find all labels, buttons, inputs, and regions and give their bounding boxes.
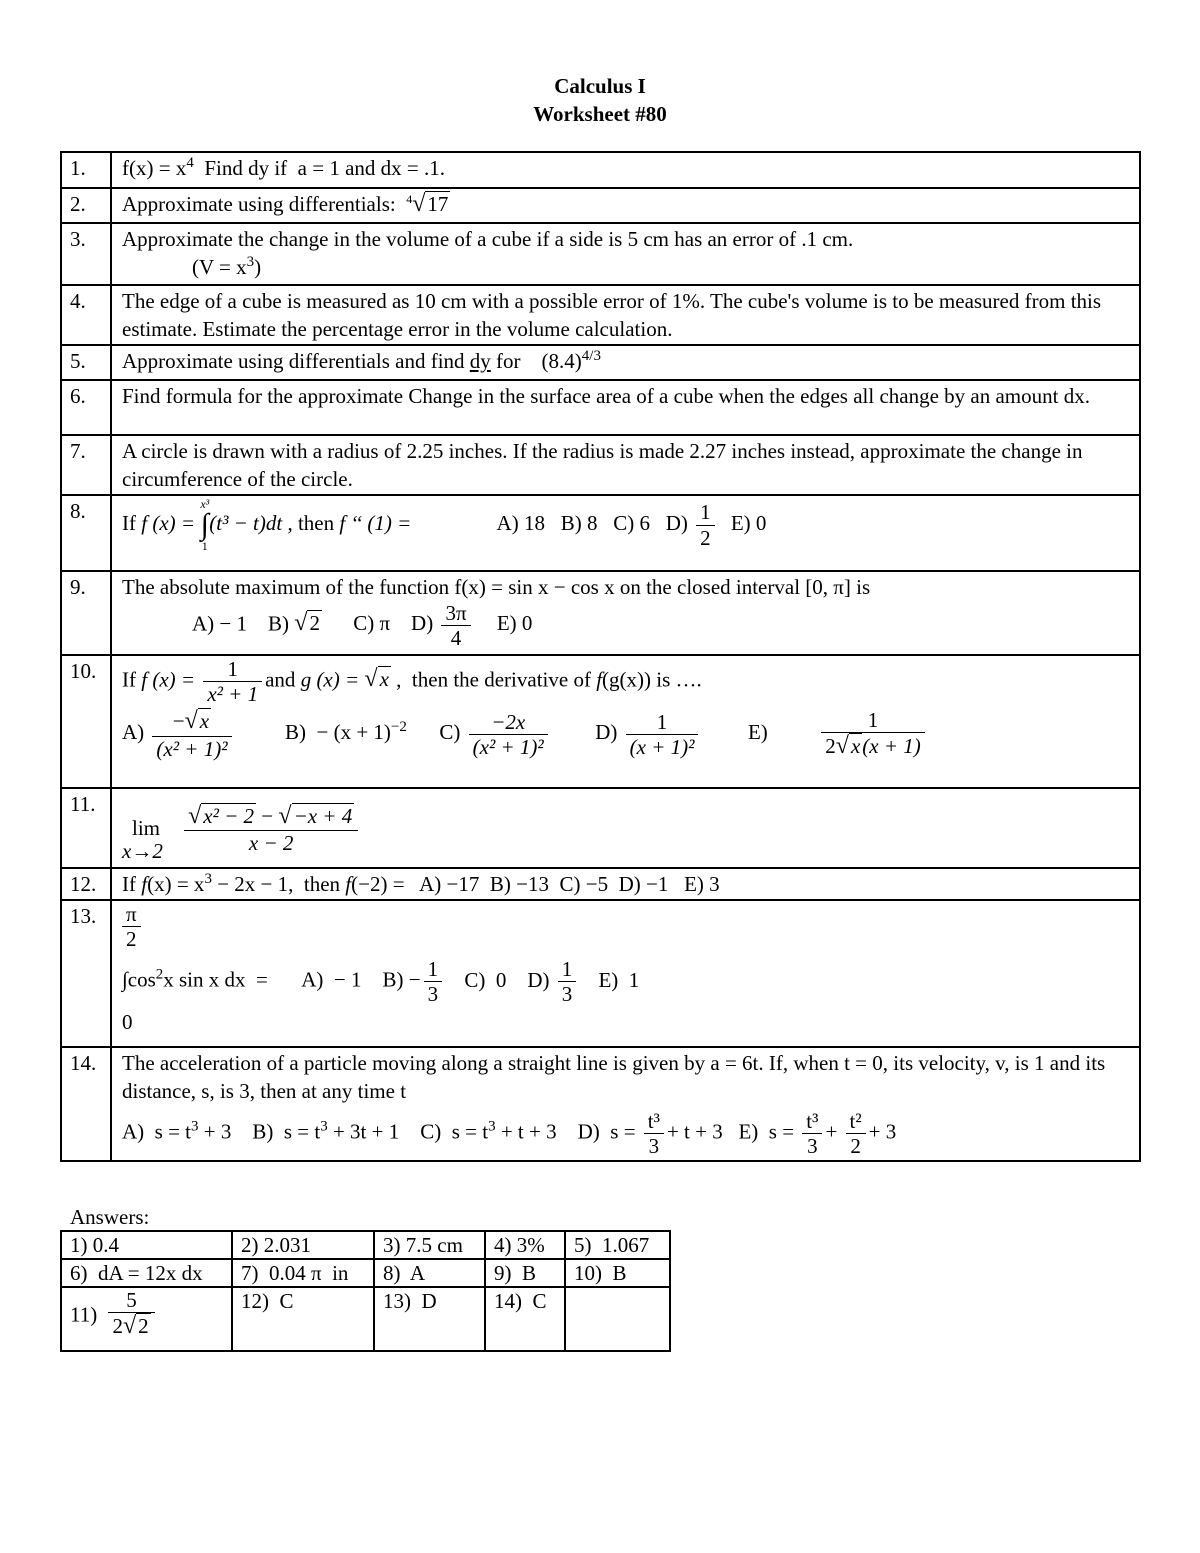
answer-cell: 6) dA = 12x dx <box>61 1259 232 1287</box>
problem-text: $\frac{\pi}{2}$ $\int\cos^2x$ sin x dx = A) − 1 B) − $\frac{1}{3}$ C) 0 D) $\frac{1}{3}$ E) 1 0 <box>111 900 1140 1047</box>
problem-row <box>61 868 1140 900</box>
answer-cell: 4) 3% <box>485 1231 565 1259</box>
problem-number: 2. <box>61 188 111 223</box>
answer-cell: 14) C <box>485 1287 565 1351</box>
problem-row <box>61 1047 1140 1161</box>
answer-cell: 2) 2.031 <box>232 1231 374 1259</box>
problem-number: 10. <box>61 655 111 788</box>
answer-cell: 13) D <box>374 1287 485 1351</box>
answer-cell: 3) 7.5 cm <box>374 1231 485 1259</box>
answer-cell <box>565 1287 670 1351</box>
answer-cell: 7) 0.04 π in <box>232 1259 374 1287</box>
problem-number: 6. <box>61 380 111 435</box>
answers-row <box>61 1231 670 1259</box>
answer-cell: 11) $\frac{5}{2√2}$ <box>61 1287 232 1351</box>
problem-text: Approximate using differentials: $^4$√17 <box>111 188 1140 223</box>
answer-cell: 5) 1.067 <box>565 1231 670 1259</box>
problem-row <box>61 788 1140 868</box>
answer-cell: 8) A <box>374 1259 485 1287</box>
problem-number: 9. <box>61 571 111 655</box>
problem-number: 12. <box>61 868 111 900</box>
problem-row <box>61 188 1140 223</box>
answer-cell: 12) C <box>232 1287 374 1351</box>
problem-text: Approximate the change in the volume of a cube if a side is 5 cm has an error of .1 cm. $(V = x^3)$ <box>111 223 1140 285</box>
problem-text: The edge of a cube is measured as 10 cm with a possible error of 1%. The cube's volume is to be measured from this estimate. Estimate the percentage error in the volume calculation. <box>111 285 1140 345</box>
problem-row <box>61 152 1140 188</box>
problem-row <box>61 900 1140 1047</box>
problem-number: 4. <box>61 285 111 345</box>
answer-cell: 9) B <box>485 1259 565 1287</box>
answers-row <box>61 1259 670 1287</box>
problem-number: 3. <box>61 223 111 285</box>
problem-number: 13. <box>61 900 111 1047</box>
problem-number: 8. <box>61 495 111 571</box>
problem-row <box>61 380 1140 435</box>
problem-number: 5. <box>61 345 111 380</box>
problem-text: If f (x) = $\frac{1}{\text{x² + 1}}$ and g (x) = √x , then the derivative of f(g(x)) is …. A) $\frac{-√x}{\text{(x² + 1)²}}$ $B) - (x + 1)^{-2}$ C) $\frac{-2x}{\text{(x² + 1)²}}$ D) $\frac{1}{\text{(x + 1)²}}$ E) $\frac{1}{2√x(x + 1)}$ <box>111 655 1140 788</box>
problem-text: A circle is drawn with a radius of 2.25 inches. If the radius is made 2.27 inches instead, approximate the change in circumference of the circle. <box>111 435 1140 495</box>
problem-row <box>61 285 1140 345</box>
answers-table <box>60 1230 671 1352</box>
problem-row <box>61 655 1140 788</box>
problems-table <box>60 151 1141 1162</box>
problem-number: 1. <box>61 152 111 188</box>
course-title: Calculus I <box>554 74 646 98</box>
problem-text: The acceleration of a particle moving along a straight line is given by a = 6t. If, when t = 0, its velocity, v, is 1 and its distance, s, is 3, then at any time t A) $s = t^3 + 3$ B) $s = t^3 + 3t + 1$ C) $s = t^3 + t + 3$ D) s = $\frac{\text{t³}}{3}$ + t + 3 E) s = $\frac{\text{t³}}{3}$ + $\frac{\text{t²}}{2}$ + 3 <box>111 1047 1140 1161</box>
problem-text: If f (x) = x³ ∫ 1 (t³ − t)dt , then f ‘‘ (1) = A) 18 B) 8 C) 6 D) $\frac{1}{2}$ E) 0 <box>111 495 1140 571</box>
problem-row <box>61 495 1140 571</box>
problem-text: Approximate using differentials and find dy for $(8.4)^{4/3}$ <box>111 345 1140 380</box>
problem-row <box>61 435 1140 495</box>
problem-number: 7. <box>61 435 111 495</box>
problem-row <box>61 345 1140 380</box>
worksheet-title: Worksheet #80 <box>533 102 667 126</box>
problem-text: The absolute maximum of the function f(x) = sin x − cos x on the closed interval [0, π] is A) − 1 B) √2 C) π D) $\frac{3\pi}{4}$ E) 0 <box>111 571 1140 655</box>
answers-label: Answers: <box>70 1205 150 1229</box>
problem-number: 11. <box>61 788 111 868</box>
problem-row <box>61 223 1140 285</box>
answer-cell: 10) B <box>565 1259 670 1287</box>
problem-row <box>61 571 1140 655</box>
answer-cell: 1) 0.4 <box>61 1231 232 1259</box>
problem-number: 14. <box>61 1047 111 1161</box>
problem-text: If $f(x) = x^3 - 2x - 1$, then f(−2) = A) −17 B) −13 C) −5 D) −1 E) 3 <box>111 868 1140 900</box>
answers-row <box>61 1287 670 1351</box>
integral-sign: x³ ∫ 1 <box>200 497 210 553</box>
problem-text: lim x→2 $\frac{\text{√x² − 2 − √−x + 4}}{x - 2}$ <box>111 788 1140 868</box>
problem-text: $f(x) = x^4$ Find dy if a = 1 and dx = .1. <box>111 152 1140 188</box>
problem-text: Find formula for the approximate Change in the surface area of a cube when the edges all change by an amount dx. <box>111 380 1140 435</box>
